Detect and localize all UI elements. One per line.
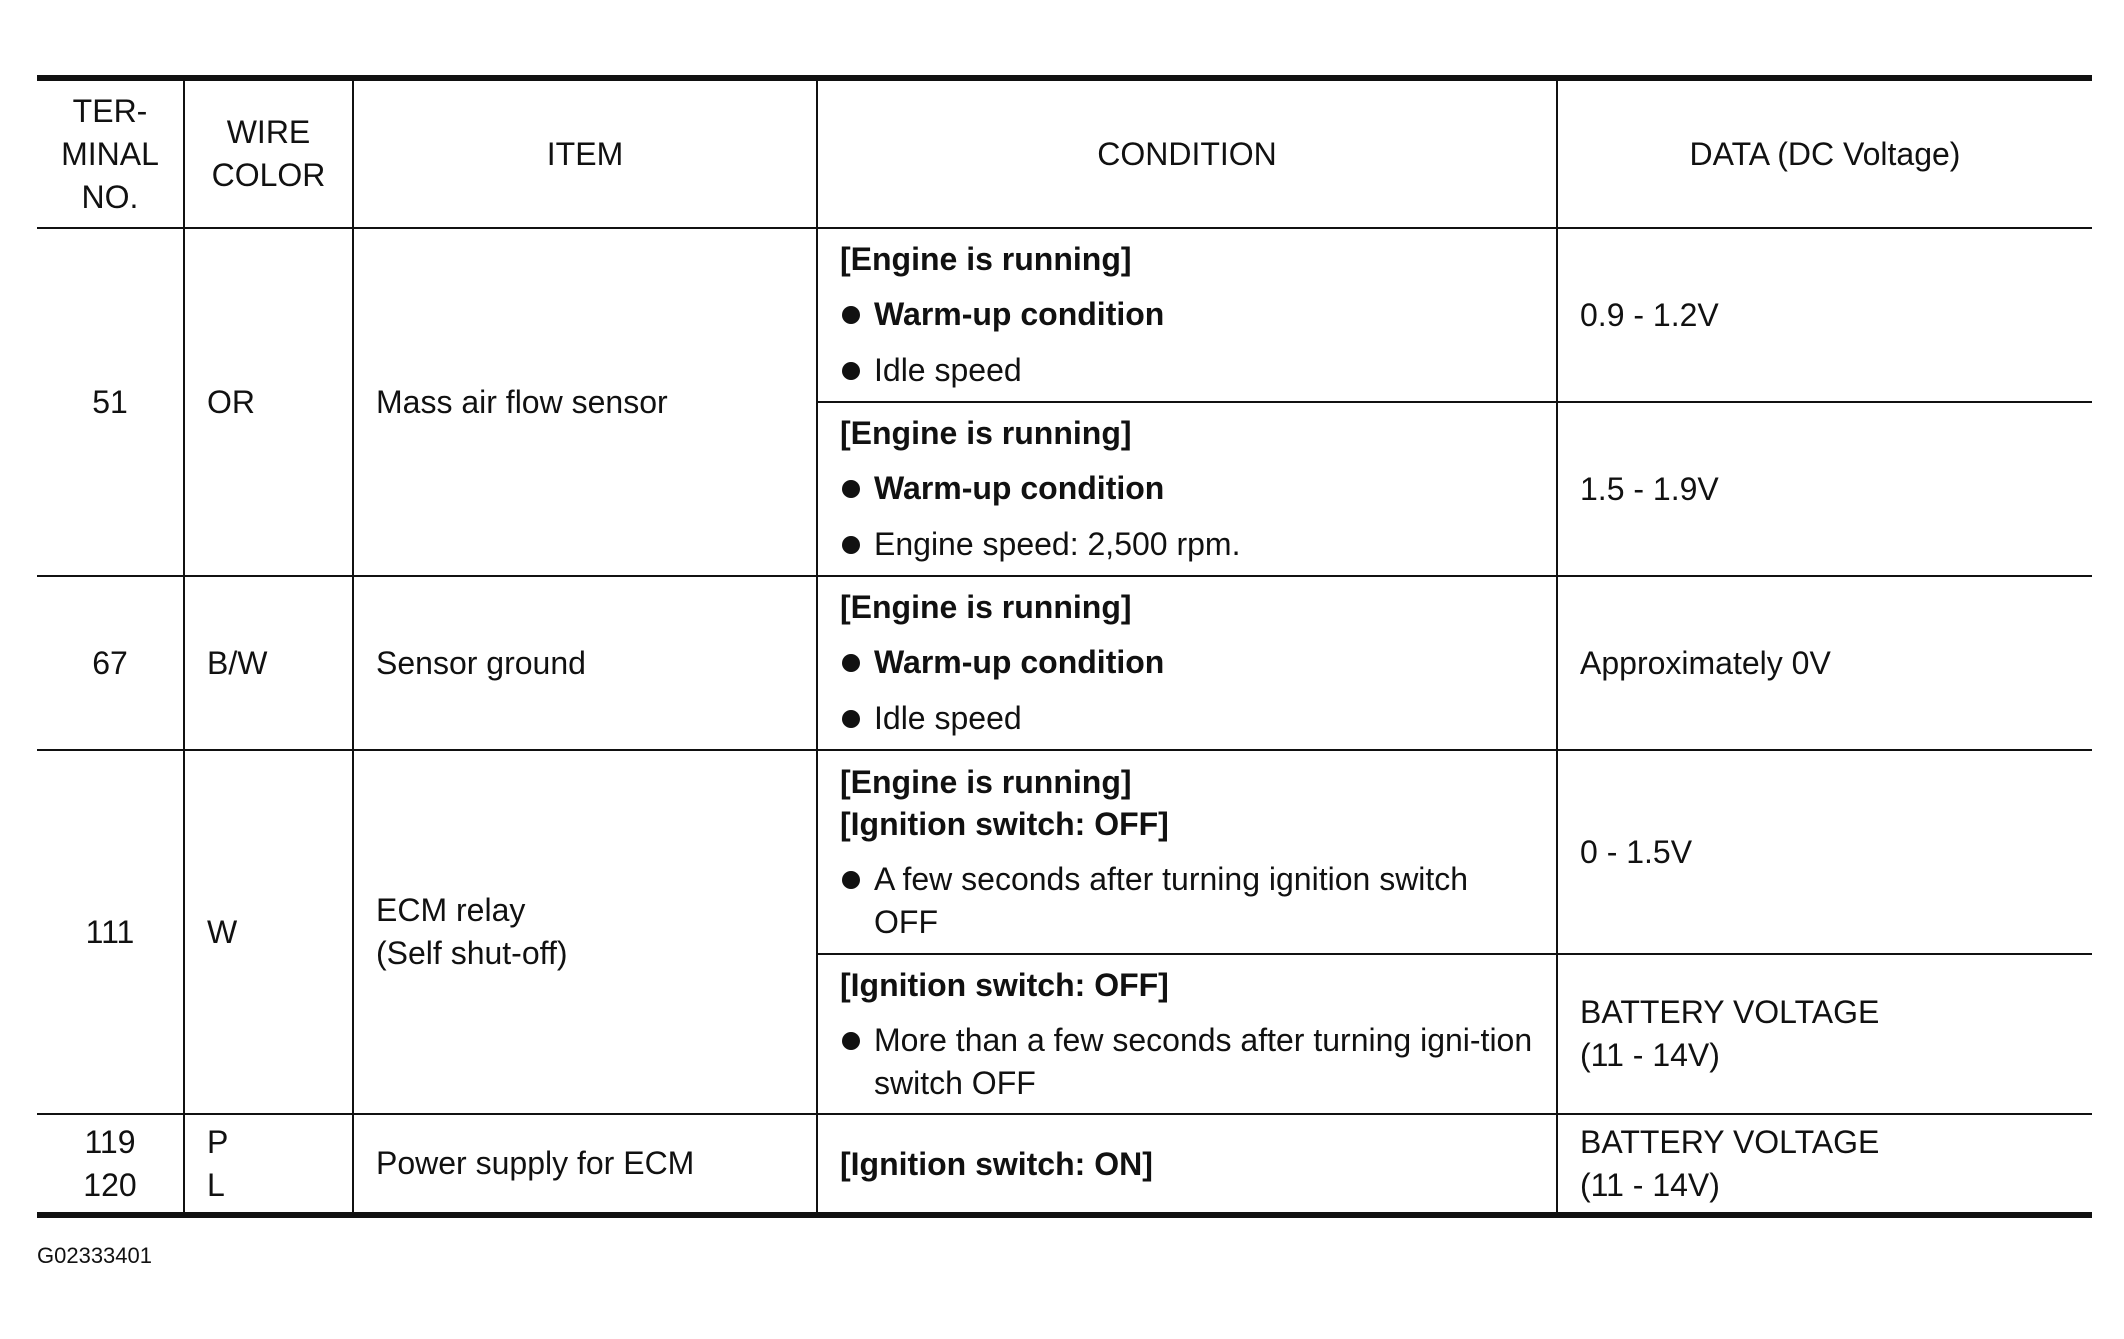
terminal-data-table [37, 75, 2092, 1218]
bullet-icon [842, 654, 860, 672]
table-row [37, 1114, 2092, 1215]
condition-list [840, 1019, 1534, 1105]
condition-heading: [Ignition switch: OFF] [840, 805, 1169, 842]
bullet-icon [842, 480, 860, 498]
terminal-cell: 111 [37, 750, 184, 1114]
list-item: Warm-up condition [840, 641, 1534, 684]
terminal-cell: 119 120 [37, 1114, 184, 1215]
wire-color-cell: OR [184, 228, 353, 576]
wire-color-cell: P L [184, 1114, 353, 1215]
list-item: Warm-up condition [840, 467, 1534, 510]
data-cell: BATTERY VOLTAGE (11 - 14V) [1557, 1114, 2092, 1215]
condition-heading: [Engine is running] [840, 589, 1132, 625]
condition-cell [817, 576, 1557, 750]
list-item: Idle speed [840, 349, 1534, 392]
terminal-cell: 67 [37, 576, 184, 750]
condition-cell [817, 228, 1557, 402]
data-cell: Approximately 0V [1557, 576, 2092, 750]
condition-list [840, 467, 1534, 566]
list-item: A few seconds after turning ignition switch OFF [840, 858, 1534, 944]
list-item: Warm-up condition [840, 293, 1534, 336]
condition-heading: [Engine is running] [840, 415, 1132, 451]
bullet-icon [842, 362, 860, 380]
bullet-icon [842, 536, 860, 554]
header-terminal-no: TER- MINAL NO. [37, 78, 184, 228]
condition-heading: [Ignition switch: ON] [840, 1145, 1153, 1182]
condition-cell [817, 1114, 1557, 1215]
wire-color-cell: W [184, 750, 353, 1114]
condition-cell [817, 750, 1557, 954]
condition-list [840, 641, 1534, 740]
item-cell: ECM relay (Self shut-off) [353, 750, 817, 1114]
condition-list [840, 858, 1534, 944]
header-wire-color: WIRE COLOR [184, 78, 353, 228]
list-item: Engine speed: 2,500 rpm. [840, 523, 1534, 566]
terminal-cell: 51 [37, 228, 184, 576]
list-item: Idle speed [840, 697, 1534, 740]
condition-cell [817, 402, 1557, 576]
data-cell: 1.5 - 1.9V [1557, 402, 2092, 576]
header-data: DATA (DC Voltage) [1557, 78, 2092, 228]
data-cell: 0 - 1.5V [1557, 750, 2092, 954]
condition-list [840, 293, 1534, 392]
header-item: ITEM [353, 78, 817, 228]
condition-cell [817, 954, 1557, 1114]
table-row [37, 228, 2092, 402]
item-cell: Power supply for ECM [353, 1114, 817, 1215]
bullet-icon [842, 306, 860, 324]
table-row [37, 750, 2092, 954]
data-cell: 0.9 - 1.2V [1557, 228, 2092, 402]
data-cell: BATTERY VOLTAGE (11 - 14V) [1557, 954, 2092, 1114]
item-cell: Sensor ground [353, 576, 817, 750]
bullet-icon [842, 1032, 860, 1050]
wire-color-cell: B/W [184, 576, 353, 750]
figure-code: G02333401 [37, 1243, 152, 1268]
list-item: More than a few seconds after turning igni-tion switch OFF [840, 1019, 1534, 1105]
table-row [37, 576, 2092, 750]
header-condition: CONDITION [817, 78, 1557, 228]
bullet-icon [842, 710, 860, 728]
condition-heading: [Engine is running] [840, 763, 1132, 800]
item-cell: Mass air flow sensor [353, 228, 817, 576]
bullet-icon [842, 871, 860, 889]
condition-heading: [Engine is running] [840, 241, 1132, 277]
condition-heading: [Ignition switch: OFF] [840, 966, 1169, 1003]
header-row [37, 78, 2092, 228]
